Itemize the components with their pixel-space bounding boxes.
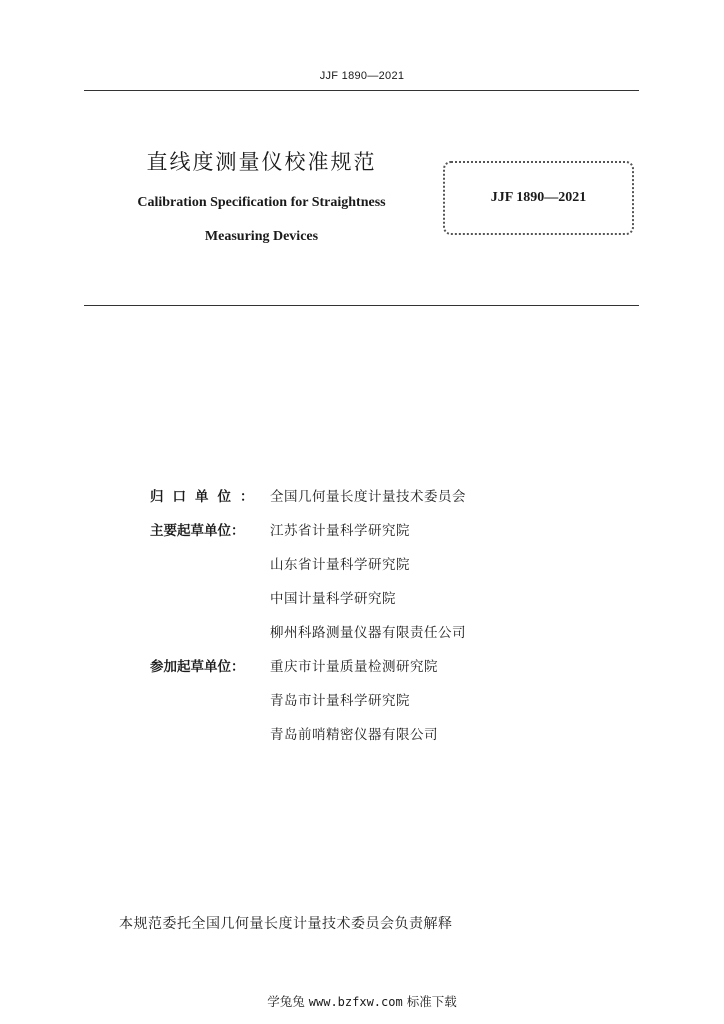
main-drafting-unit: 中国计量科学研究院 [270, 591, 396, 607]
main-drafting-row [150, 546, 410, 580]
participating-unit: 青岛市计量科学研究院 [270, 693, 410, 709]
interpretation-note: 本规范委托全国几何量长度计量技术委员会负责解释 [119, 916, 453, 932]
main-drafting-label: 主要起草单位： [150, 523, 245, 539]
main-drafting-row [150, 512, 410, 546]
header-standard-code: JJF 1890—2021 [319, 70, 405, 82]
footer-url-link[interactable]: www.bzfxw.com [308, 995, 403, 1009]
participating-unit: 重庆市计量质量检测研究院 [270, 659, 438, 675]
footer-tagline: 标准下载 [406, 994, 457, 1009]
participating-label: 参加起草单位： [150, 659, 245, 675]
responsible-unit: 全国几何量长度计量技术委员会 [270, 489, 466, 505]
main-drafting-row [150, 614, 466, 648]
participating-row [150, 682, 410, 716]
main-drafting-unit: 柳州科路测量仪器有限责任公司 [270, 625, 466, 641]
responsible-unit-label: 归口单位： [150, 489, 263, 505]
top-rule [84, 90, 639, 91]
title-english-line2: Measuring Devices [204, 229, 319, 244]
footer-site-name: 学兔兔 [267, 994, 305, 1009]
participating-unit: 青岛前哨精密仪器有限公司 [270, 727, 438, 743]
participating-row [150, 716, 438, 750]
title-bottom-rule [84, 305, 639, 306]
standard-code: JJF 1890—2021 [490, 190, 587, 205]
participating-row [150, 648, 438, 682]
main-drafting-unit: 山东省计量科学研究院 [270, 557, 410, 573]
title-english-line1: Calibration Specification for Straightness [137, 195, 386, 210]
footer-watermark [0, 992, 724, 1010]
main-drafting-unit: 江苏省计量科学研究院 [270, 523, 410, 539]
responsible-unit-row [150, 478, 466, 512]
standard-code-box [443, 161, 634, 235]
main-drafting-row [150, 580, 396, 614]
title-chinese: 直线度测量仪校准规范 [146, 150, 377, 174]
